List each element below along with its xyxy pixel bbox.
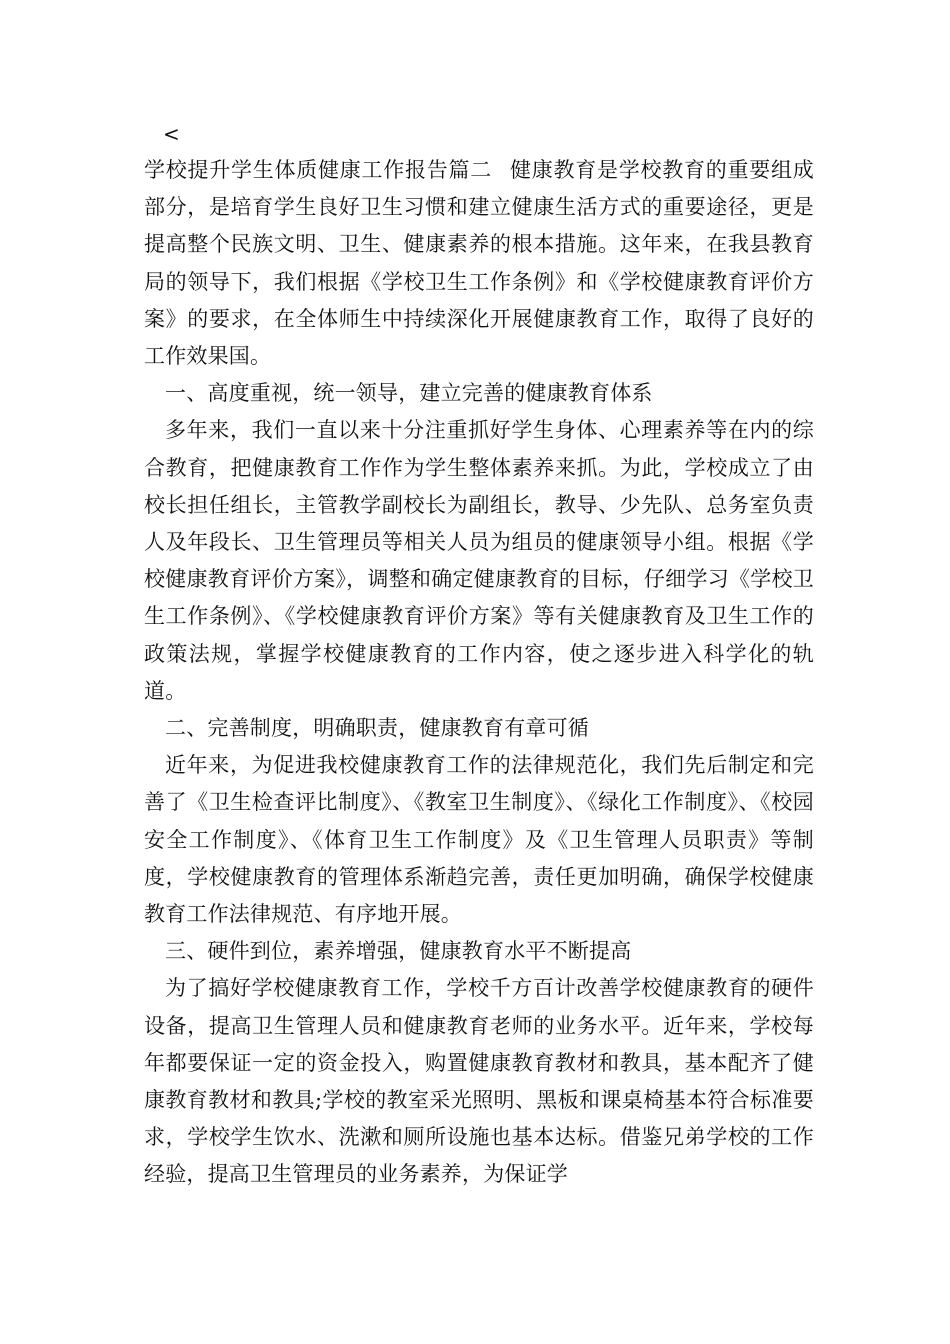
section-body-3: 为了搞好学校健康教育工作，学校千方百计改善学校健康教育的硬件设备，提高卫生管理人员和健康教育老师的业务水平。近年来，学校每年都要保证一定的资金投入，购置健康教育教材和教具，基本配齐了健康教育教材和教具;学校的教室采光照明、黑板和课桌椅基本符合标准要求，学校学生饮水、洗漱和厕所设施也基本达标。借鉴兄弟学校的工作经验，提高卫生管理员的业务素养，为保证学 (144, 976, 814, 1187)
intro-paragraph (144, 152, 814, 375)
section-body-1: 多年来，我们一直以来十分注重抓好学生身体、心理素养等在内的综合教育，把健康教育工作作为学生整体素养来抓。为此，学校成立了由校长担任组长，主管教学副校长为副组长，教导、少先队、总务室负责人及年段长、卫生管理员等相关人员为组员的健康领导小组。根据《学校健康教育评价方案》，调整和确定健康教育的目标，仔细学习《学校卫生工作条例》、《学校健康教育评价方案》等有关健康教育及卫生工作的政策法规，掌握学校健康教育的工作内容，使之逐步进入科学化的轨道。 (144, 418, 814, 703)
document-body (144, 152, 814, 1194)
section-heading-1: 一、高度重视，统一领导，建立完善的健康教育体系 (165, 381, 653, 406)
section-heading-2: 二、完善制度，明确职责，健康教育有章可循 (165, 716, 589, 741)
section-heading-3: 三、硬件到位，素养增强，健康教育水平不断提高 (165, 939, 632, 964)
intro-text: 健康教育是学校教育的重要组成部分，是培育学生良好卫生习惯和建立健康生活方式的重要途径，更是提高整个民族文明、卫生、健康素养的根本措施。这年来，在我县教育局的领导下，我们根据《学校卫生工作条例》和《学校健康教育评价方案》的要求，在全体师生中持续深化开展健康教育工作，取得了良好的工作效果国。 (144, 158, 814, 369)
section-body-2: 近年来，为促进我校健康教育工作的法律规范化，我们先后制定和完善了《卫生检查评比制度》、《教室卫生制度》、《绿化工作制度》、《校园安全工作制度》、《体育卫生工作制度》及《卫生管理人员职责》等制度，学校健康教育的管理体系渐趋完善，责任更加明确，确保学校健康教育工作法律规范、有序地开展。 (144, 753, 814, 927)
document-title: 学校提升学生体质健康工作报告篇二 (144, 158, 493, 182)
page-marker: < (163, 122, 180, 146)
